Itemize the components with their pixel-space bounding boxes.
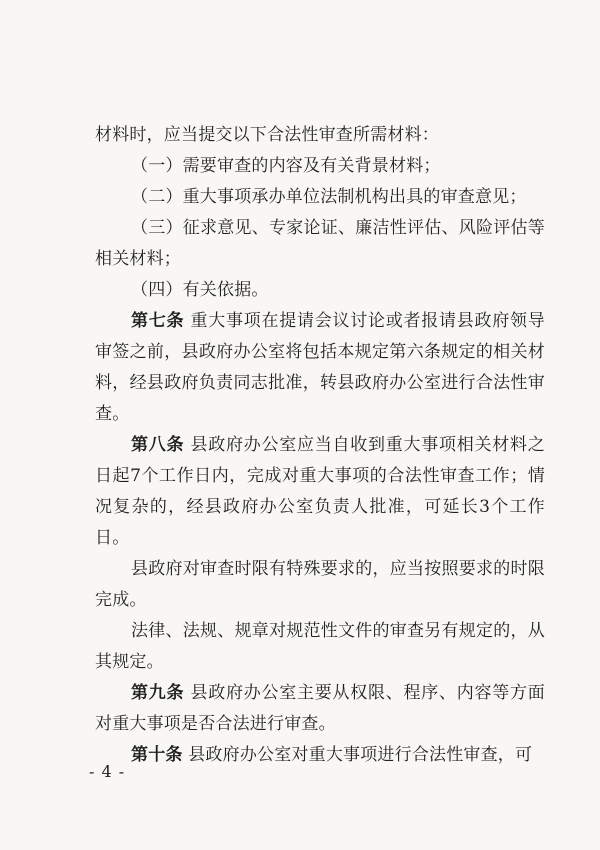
page-number: - 4 - xyxy=(89,762,126,781)
paragraph-item-two xyxy=(95,182,545,213)
article-eight-special-time-limit xyxy=(95,554,545,616)
article-eight xyxy=(95,430,545,554)
document-body xyxy=(95,120,545,771)
article-text: 县政府办公室应当自收到重大事项相关材料之日起7个工作日内，完成对重大事项的合法性审查工作；情况复杂的，经县政府办公室负责人批准，可延长3个工作日。 xyxy=(95,435,545,548)
paragraph-item-four xyxy=(95,275,545,306)
paragraph-item-three xyxy=(95,213,545,275)
article-heading: 第八条 xyxy=(131,435,185,455)
article-text: 县政府办公室对重大事项进行合法性审查，可 xyxy=(182,745,533,765)
paragraph-text: 法律、法规、规章对规范性文件的审查另有规定的，从其规定。 xyxy=(95,621,545,672)
article-heading: 第十条 xyxy=(131,745,183,765)
article-text: 重大事项在提请会议讨论或者报请县政府领导审签之前，县政府办公室将包括本规定第六条规定的相关材料，经县政府负责同志批准，转县政府办公室进行合法性审查。 xyxy=(95,311,545,424)
paragraph-materials-intro xyxy=(95,120,545,151)
paragraph-item-one xyxy=(95,151,545,182)
article-nine xyxy=(95,678,545,740)
paragraph-text: （二）重大事项承办单位法制机构出具的审查意见； xyxy=(131,187,527,207)
paragraph-text: （一）需要审查的内容及有关背景材料； xyxy=(131,156,441,176)
article-ten xyxy=(95,740,545,771)
article-heading: 第七条 xyxy=(131,311,185,331)
article-seven xyxy=(95,306,545,430)
article-text: 县政府办公室主要从权限、程序、内容等方面对重大事项是否合法进行审查。 xyxy=(95,683,545,734)
article-heading: 第九条 xyxy=(131,683,185,703)
article-eight-other-regulations xyxy=(95,616,545,678)
paragraph-text: 县政府对审查时限有特殊要求的，应当按照要求的时限完成。 xyxy=(95,559,545,610)
paragraph-text: （四）有关依据。 xyxy=(131,280,269,300)
paragraph-text: 材料时，应当提交以下合法性审查所需材料： xyxy=(95,125,439,145)
paragraph-text: （三）征求意见、专家论证、廉洁性评估、风险评估等相关材料； xyxy=(95,218,545,269)
